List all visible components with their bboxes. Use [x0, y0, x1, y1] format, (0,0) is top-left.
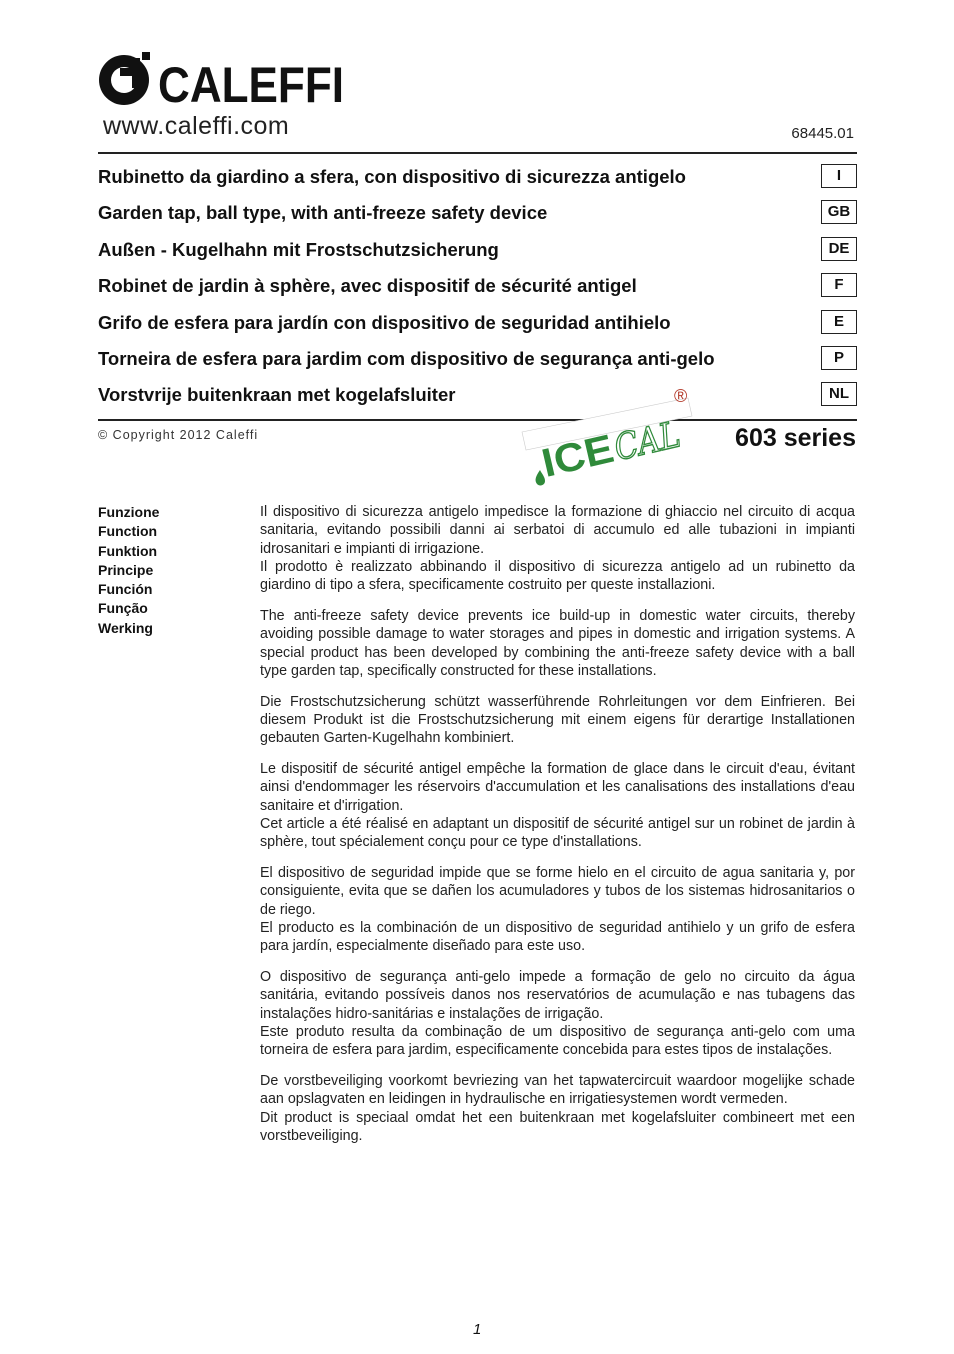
title-row-de — [98, 233, 857, 269]
lang-badge-gb: GB — [821, 200, 857, 224]
paragraph-e-line: El dispositivo de seguridad impide que se forme hielo en el circuito de agua sanitaria y, por consiguiente, evita que se dañen los acumuladores y tubos de los sistemas hidrosanitarios o de riego. — [260, 865, 855, 918]
lang-badge-f: F — [821, 273, 857, 297]
sidebar-label-de: Funktion — [98, 542, 158, 559]
page-number: 1 — [473, 1321, 482, 1338]
paragraph-it — [260, 503, 855, 594]
title-row-f — [98, 269, 857, 305]
document-number: 68445.01 — [791, 125, 854, 142]
sidebar-label-nl: Werking — [98, 619, 153, 636]
paragraph-de — [260, 693, 855, 748]
lang-badge-de: DE — [821, 237, 857, 261]
icecal-logo — [520, 384, 695, 490]
paragraph-nl-line: Dit product is speciaal omdat het een buitenkraan met kogelafsluiter combineert met een vorstbeveiliging. — [260, 1109, 855, 1144]
lang-badge-p: P — [821, 346, 857, 370]
sidebar-label-it: Funzione — [98, 504, 160, 520]
title-nl: Vorstvrije buitenkraan met kogelafsluiter — [98, 384, 456, 406]
sidebar-label-gb: Function — [98, 523, 158, 540]
lang-badge-it: I — [821, 164, 857, 188]
paragraph-p — [260, 968, 855, 1059]
caleffi-logo — [98, 50, 348, 110]
paragraph-f-line: Le dispositif de sécurité antigel empêche la formation de glace dans le circuit d'eau, évitant ainsi d'endommager les réservoirs d'accumulation et les canalisations des installations d'eau sanitaire et d'irrigation. — [260, 761, 855, 814]
product-titles — [98, 160, 857, 415]
title-row-nl — [98, 378, 857, 414]
function-description — [260, 503, 855, 1158]
title-gb: Garden tap, ball type, with anti-freeze safety device — [98, 202, 548, 224]
title-f: Robinet de jardin à sphère, avec dispositif de sécurité antigel — [98, 275, 637, 297]
paragraph-e — [260, 864, 855, 955]
copyright-notice: © Copyright 2012 Caleffi — [98, 428, 259, 442]
paragraph-it-line: Il prodotto è realizzato abbinando il dispositivo di sicurezza antigelo ad un rubinetto da giardino di tipo a sfera, specificamente costruito per queste installazioni. — [260, 558, 855, 594]
title-p: Torneira de esfera para jardim com dispositivo de segurança anti-gelo — [98, 347, 715, 369]
icecal-cal-text: CAL — [610, 411, 695, 470]
paragraph-gb — [260, 607, 855, 680]
caleffi-emblem-icon — [99, 52, 150, 105]
title-e: Grifo de esfera para jardín con dispositivo de seguridad antihielo — [98, 311, 671, 333]
title-row-p — [98, 342, 857, 378]
paragraph-nl — [260, 1072, 855, 1145]
lang-badge-nl: NL — [821, 382, 857, 406]
paragraph-it-line: Il dispositivo di sicurezza antigelo impedisce la formazione di ghiaccio nel circuito di acqua sanitaria, evitando possibili danni ai serbatoi di accumulo ed alle tubazioni in impianti idrosanitari e impianti di irrigazione. — [260, 504, 855, 557]
title-it: Rubinetto da giardino a sfera, con dispositivo di sicurezza antigelo — [98, 166, 686, 187]
title-de: Außen - Kugelhahn mit Frostschutzsicherung — [98, 238, 499, 260]
icecal-ice-text: ICE — [537, 427, 613, 486]
paragraph-p-line: O dispositivo de segurança anti-gelo impede a formação de gelo no circuito da água sanitária, evitando possíveis danos nos reservatórios de acumulação e nas tubagens das instalações hidro-sanitárias e instalações de irrigação. — [260, 969, 855, 1022]
sidebar-label-p: Função — [98, 600, 148, 617]
caleffi-wordmark: CALEFFI — [158, 57, 344, 110]
series-label: 603 series — [735, 424, 856, 452]
titles-divider — [98, 419, 857, 421]
title-row-it — [98, 160, 857, 196]
title-row-e — [98, 306, 857, 342]
sidebar-label-e: Función — [98, 581, 153, 598]
function-sidebar — [98, 503, 159, 638]
header-divider — [98, 152, 857, 154]
paragraph-nl-line: De vorstbeveiliging voorkomt bevriezing van het tapwatercircuit waardoor mogelijke schade aan opslagvaten en leidingen in hydraulische en irrigatiesystemen wordt vermeden. — [260, 1073, 855, 1108]
registered-mark: ® — [674, 386, 688, 406]
sidebar-label-f: Principe — [98, 561, 154, 578]
lang-badge-e: E — [821, 310, 857, 334]
paragraph-e-line: El producto es la combinación de un dispositivo de seguridad antihielo y un grifo de esfera para jardín, especialmente diseñado para este uso. — [260, 919, 855, 955]
paragraph-gb-line: The anti-freeze safety device prevents ice build-up in domestic water circuits, thereby avoiding possible damage to water storages and pipes in domestic and irrigation systems. A special product has been developed by combining the anti-freeze safety device with a ball type garden tap, specifically constructed for these installations. — [260, 607, 855, 679]
paragraph-de-line: Die Frostschutzsicherung schützt wasserführende Rohrleitungen vor dem Einfrieren. Bei diesem Produkt ist die Frostschutzsicherung mit einem eigens für derartige Installationen gebauten Garten-Kugelhahn kombiniert. — [260, 693, 855, 747]
paragraph-f — [260, 760, 855, 851]
paragraph-p-line: Este produto resulta da combinação de um dispositivo de segurança anti-gelo com uma torneira de esfera para jardim, especificamente concebida para estes tipos de instalações. — [260, 1023, 855, 1059]
website-url[interactable]: www.caleffi.com — [103, 112, 290, 140]
title-row-gb — [98, 196, 857, 232]
paragraph-f-line: Cet article a été réalisé en adaptant un dispositif de sécurité antigel sur un robinet de jardin à sphère, tout spécialement conçu pour ce type d'installations. — [260, 815, 855, 851]
